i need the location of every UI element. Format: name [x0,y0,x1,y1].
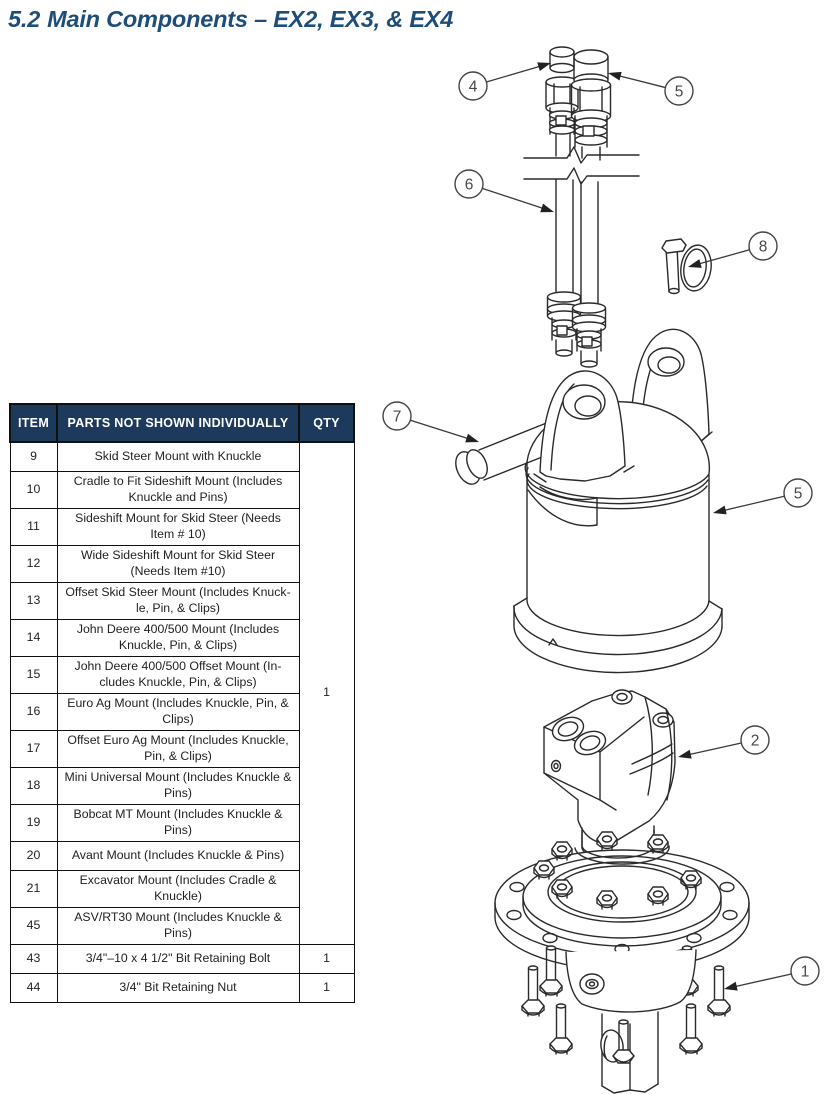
part-description-cell: 3/4"–10 x 4 1/2" Bit Retaining Bolt [57,944,299,973]
callout-8 [688,232,777,268]
arrowhead-icon [678,750,692,759]
item-number-cell: 21 [10,870,57,907]
column-header-qty: QTY [299,404,354,442]
callout-number: 4 [468,78,478,96]
part-description-cell: Bobcat MT Mount (Includes Knuckle & Pins) [57,804,299,841]
item-number-cell: 15 [10,656,57,693]
qty-cell: 1 [299,973,354,1002]
callout-5 [713,479,812,514]
item-number-cell: 20 [10,841,57,870]
item-number-cell: 43 [10,944,57,973]
lynch-pin-clip [662,239,714,294]
callout-5 [608,72,693,105]
arrowhead-icon [688,259,702,268]
leader-line [723,496,785,511]
part-description-cell: Mini Universal Mount (Includes Knuckle & Pins) [57,767,299,804]
arrowhead-icon [465,434,479,443]
mounting-flange [495,826,749,970]
callout-number: 7 [392,408,402,426]
part-description-cell: Sideshift Mount for Skid Steer (Needs Item # 10) [57,508,299,545]
hydraulic-coupler-rear [546,47,578,156]
callout-1 [724,957,819,991]
part-description-cell: ASV/RT30 Mount (Includes Knuckle & Pins) [57,907,299,944]
item-number-cell: 10 [10,472,57,509]
callout-number: 2 [750,732,760,750]
leader-line [688,743,742,755]
arrowhead-icon [724,982,738,991]
part-description-cell: Skid Steer Mount with Knuckle [57,442,299,472]
arrowhead-icon [540,204,554,213]
item-number-cell: 9 [10,442,57,472]
item-number-cell: 19 [10,804,57,841]
item-number-cell: 17 [10,730,57,767]
part-description-cell: Euro Ag Mount (Includes Knuckle, Pin, & Clips) [57,693,299,730]
drive-hood [451,329,722,672]
item-number-cell: 16 [10,693,57,730]
line-art [451,47,749,1093]
part-description-cell: Cradle to Fit Sideshift Mount (Includes Knuckle and Pins) [57,472,299,509]
column-header-item: ITEM [10,404,57,442]
section-number: 5.2 [8,6,41,32]
column-header-parts: PARTS NOT SHOWN INDIVIDUALLY [57,404,299,442]
item-number-cell: 44 [10,973,57,1002]
item-number-cell: 13 [10,582,57,619]
part-description-cell: 3/4" Bit Retaining Nut [57,973,299,1002]
merged-qty-cell: 1 [299,442,354,944]
callout-number: 6 [464,176,474,194]
leader-line [486,66,541,82]
arrowhead-icon [608,72,622,81]
item-number-cell: 45 [10,907,57,944]
part-description-cell: Excavator Mount (Includes Cradle & Knuckle) [57,870,299,907]
item-number-cell: 14 [10,619,57,656]
callout-number: 5 [674,83,684,101]
part-description-cell: Wide Sideshift Mount for Skid Steer (Needs Item #10) [57,545,299,582]
arrowhead-icon [537,62,551,71]
output-housing [566,950,696,1012]
output-shaft [599,1012,658,1093]
callout-4 [459,62,551,100]
item-number-cell: 12 [10,545,57,582]
callout-number: 8 [758,238,768,256]
section-title: Main Components – EX2, EX3, & EX4 [47,6,454,32]
leader-line [734,974,792,987]
part-description-cell: John Deere 400/500 Offset Mount (Includes Knuckle, Pin, & Clips) [57,656,299,693]
arrowhead-icon [713,506,727,515]
qty-cell: 1 [299,944,354,973]
leader-line [410,420,469,439]
item-number-cell: 11 [10,508,57,545]
leader-line [618,75,666,87]
callout-2 [678,726,769,759]
item-number-cell: 18 [10,767,57,804]
callout-7 [383,402,479,442]
callout-number: 1 [800,963,810,981]
callout-6 [455,170,554,212]
part-description-cell: Avant Mount (Includes Knuckle & Pins) [57,841,299,870]
leader-line [482,188,544,208]
hydraulic-hoses [548,180,606,367]
callout-number: 5 [793,485,803,503]
part-description-cell: Offset Euro Ag Mount (Includes Knuckle, Pin, & Clips) [57,730,299,767]
part-description-cell: Offset Skid Steer Mount (Includes Knuckle, Pin, & Clips) [57,582,299,619]
part-description-cell: John Deere 400/500 Mount (Includes Knuckle, Pin, & Clips) [57,619,299,656]
